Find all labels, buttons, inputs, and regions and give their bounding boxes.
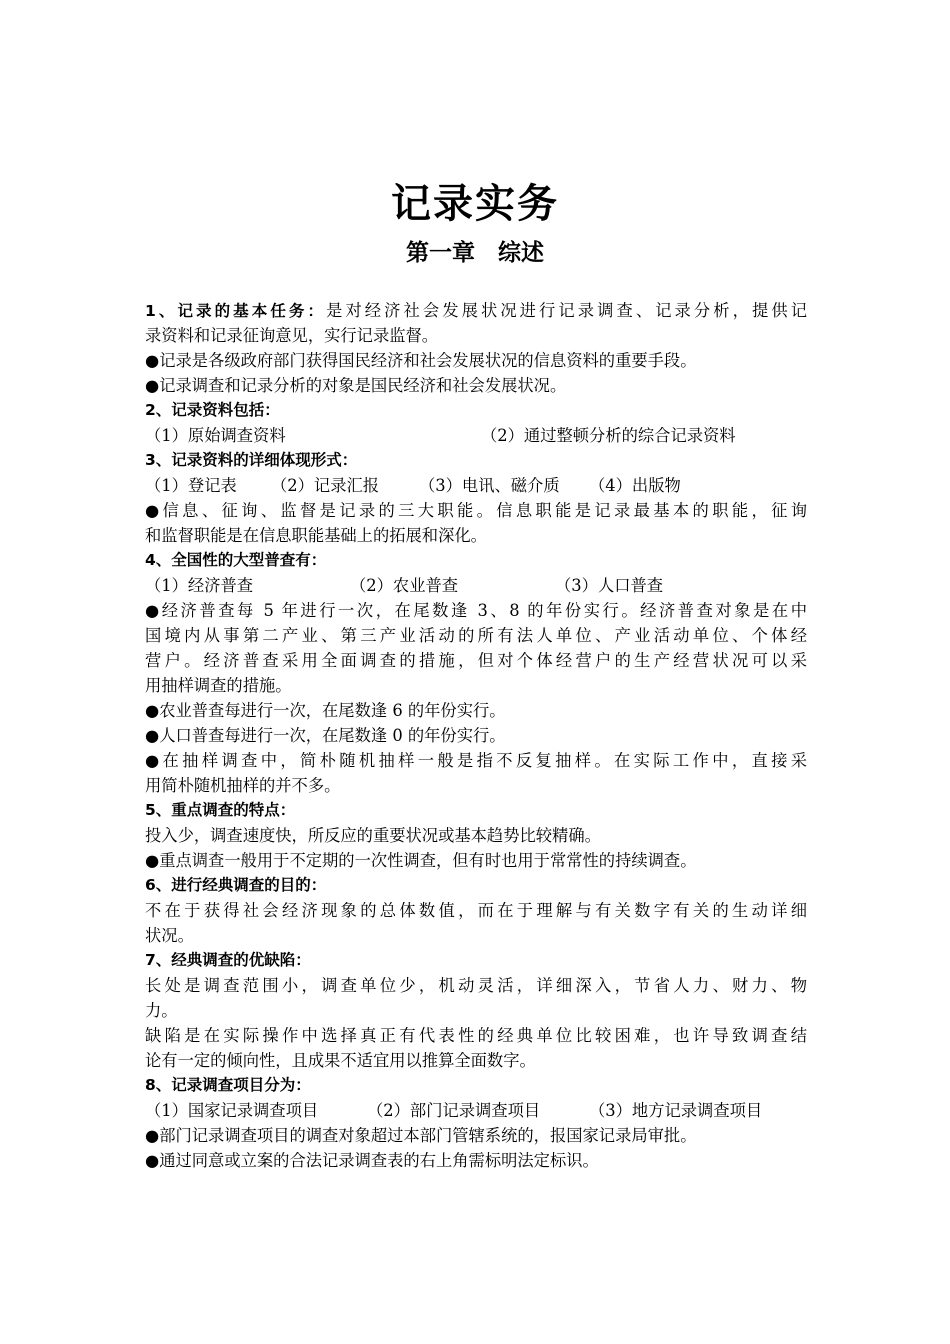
- section-8-item-3: （3）地方记录调查项目: [589, 1101, 763, 1120]
- section-6-heading: 6、进行经典调查的目的：: [145, 876, 327, 894]
- section-4-item-2: （2）农业普查: [350, 576, 459, 595]
- section-4-bullet-2: ●农业普查每进行一次，在尾数逢 6 的年份实行。: [145, 701, 506, 720]
- section-4-bullet-3: ●人口普查每进行一次，在尾数逢 0 的年份实行。: [145, 726, 506, 745]
- section-8-bullet-2: ●通过同意或立案的合法记录调查表的右上角需标明法定标识。: [145, 1151, 599, 1170]
- section-8-heading: 8、记录调查项目分为：: [145, 1076, 311, 1094]
- section-6-text-line-2: 状况。: [145, 926, 194, 945]
- section-8-bullet-1: ●部门记录调查项目的调查对象超过本部门管辖系统的，报国家记录局审批。: [145, 1126, 697, 1145]
- section-4-items: [145, 573, 807, 598]
- section-3-item-4: （4）出版物: [589, 476, 681, 495]
- section-7-heading: 7、经典调查的优缺陷：: [145, 951, 311, 969]
- section-1-line-2: 录资料和记录征询意见，实行记录监督。: [145, 326, 439, 345]
- section-3-item-1: （1）登记表: [145, 476, 237, 495]
- section-7-text-line-1: 长处是调查范围小，调查单位少，机动灵活，详细深入，节省人力、财力、物: [145, 976, 807, 995]
- section-5-bullet-1: ●重点调查一般用于不定期的一次性调查，但有时也用于常常性的持续调查。: [145, 851, 697, 870]
- section-5-text: 投入少，调查速度快，所反应的重要状况或基本趋势比较精确。: [145, 826, 601, 845]
- section-4-bullet-1-line-1: ●经济普查每 5 年进行一次，在尾数逢 3、8 的年份实行。经济普查对象是在中: [145, 601, 807, 620]
- section-1-bullet-2: ●记录调查和记录分析的对象是国民经济和社会发展状况。: [145, 376, 567, 395]
- section-4-bullet-4-line-2: 用简朴随机抽样的并不多。: [145, 776, 341, 795]
- section-5-heading: 5、重点调查的特点：: [145, 801, 296, 819]
- section-3-item-3: （3）电讯、磁介质: [419, 476, 560, 495]
- section-4-bullet-1-line-3: 营户。经济普查采用全面调查的措施，但对个体经营户的生产经营状况可以采: [145, 651, 807, 670]
- section-2-item-2: （2）通过整顿分析的综合记录资料: [481, 426, 736, 445]
- section-1-bullet-1: ●记录是各级政府部门获得国民经济和社会发展状况的信息资料的重要手段。: [145, 351, 697, 370]
- section-3-heading: 3、记录资料的详细体现形式：: [145, 451, 358, 469]
- document-body: [145, 298, 807, 1173]
- section-4-heading: 4、全国性的大型普查有：: [145, 551, 327, 569]
- document-title: 记录实务: [391, 180, 559, 227]
- section-8-item-1: （1）国家记录调查项目: [145, 1101, 319, 1120]
- section-4-bullet-1-line-4: 用抽样调查的措施。: [145, 676, 292, 695]
- section-4-bullet-1-line-2: 国境内从事第二产业、第三产业活动的所有法人单位、产业活动单位、个体经: [145, 626, 807, 645]
- section-6-text-line-1: 不在于获得社会经济现象的总体数值，而在于理解与有关数字有关的生动详细: [145, 901, 807, 920]
- section-3-item-2: （2）记录汇报: [271, 476, 380, 495]
- section-2-items: [145, 423, 807, 448]
- section-2-heading: 2、记录资料包括：: [145, 401, 280, 419]
- section-3-items: [145, 473, 807, 498]
- section-1-text: 是对经济社会发展状况进行记录调查、记录分析，提供记: [326, 301, 807, 320]
- section-8-items: [145, 1098, 807, 1123]
- section-3-bullet-line-1: ●信息、征询、监督是记录的三大职能。信息职能是记录最基本的职能，征询: [145, 501, 807, 520]
- section-7-text-line-3: 缺陷是在实际操作中选择真正有代表性的经典单位比较困难，也许导致调查结: [145, 1026, 807, 1045]
- section-4-bullet-4-line-1: ●在抽样调查中，简朴随机抽样一般是指不反复抽样。在实际工作中，直接采: [145, 751, 807, 770]
- section-7-text-line-4: 论有一定的倾向性，且成果不适宜用以推算全面数字。: [145, 1051, 536, 1070]
- section-1-heading: 1、记录的基本任务：: [145, 302, 327, 320]
- chapter-title: 第一章 综述: [406, 240, 544, 266]
- section-4-item-1: （1）经济普查: [145, 576, 254, 595]
- section-3-bullet-line-2: 和监督职能是在信息职能基础上的拓展和深化。: [145, 526, 487, 545]
- section-8-item-2: （2）部门记录调查项目: [367, 1101, 541, 1120]
- section-4-item-3: （3）人口普查: [555, 576, 664, 595]
- section-7-text-line-2: 力。: [145, 1001, 178, 1020]
- section-2-item-1: （1）原始调查资料: [145, 426, 286, 445]
- section-1-line-1: [145, 298, 807, 323]
